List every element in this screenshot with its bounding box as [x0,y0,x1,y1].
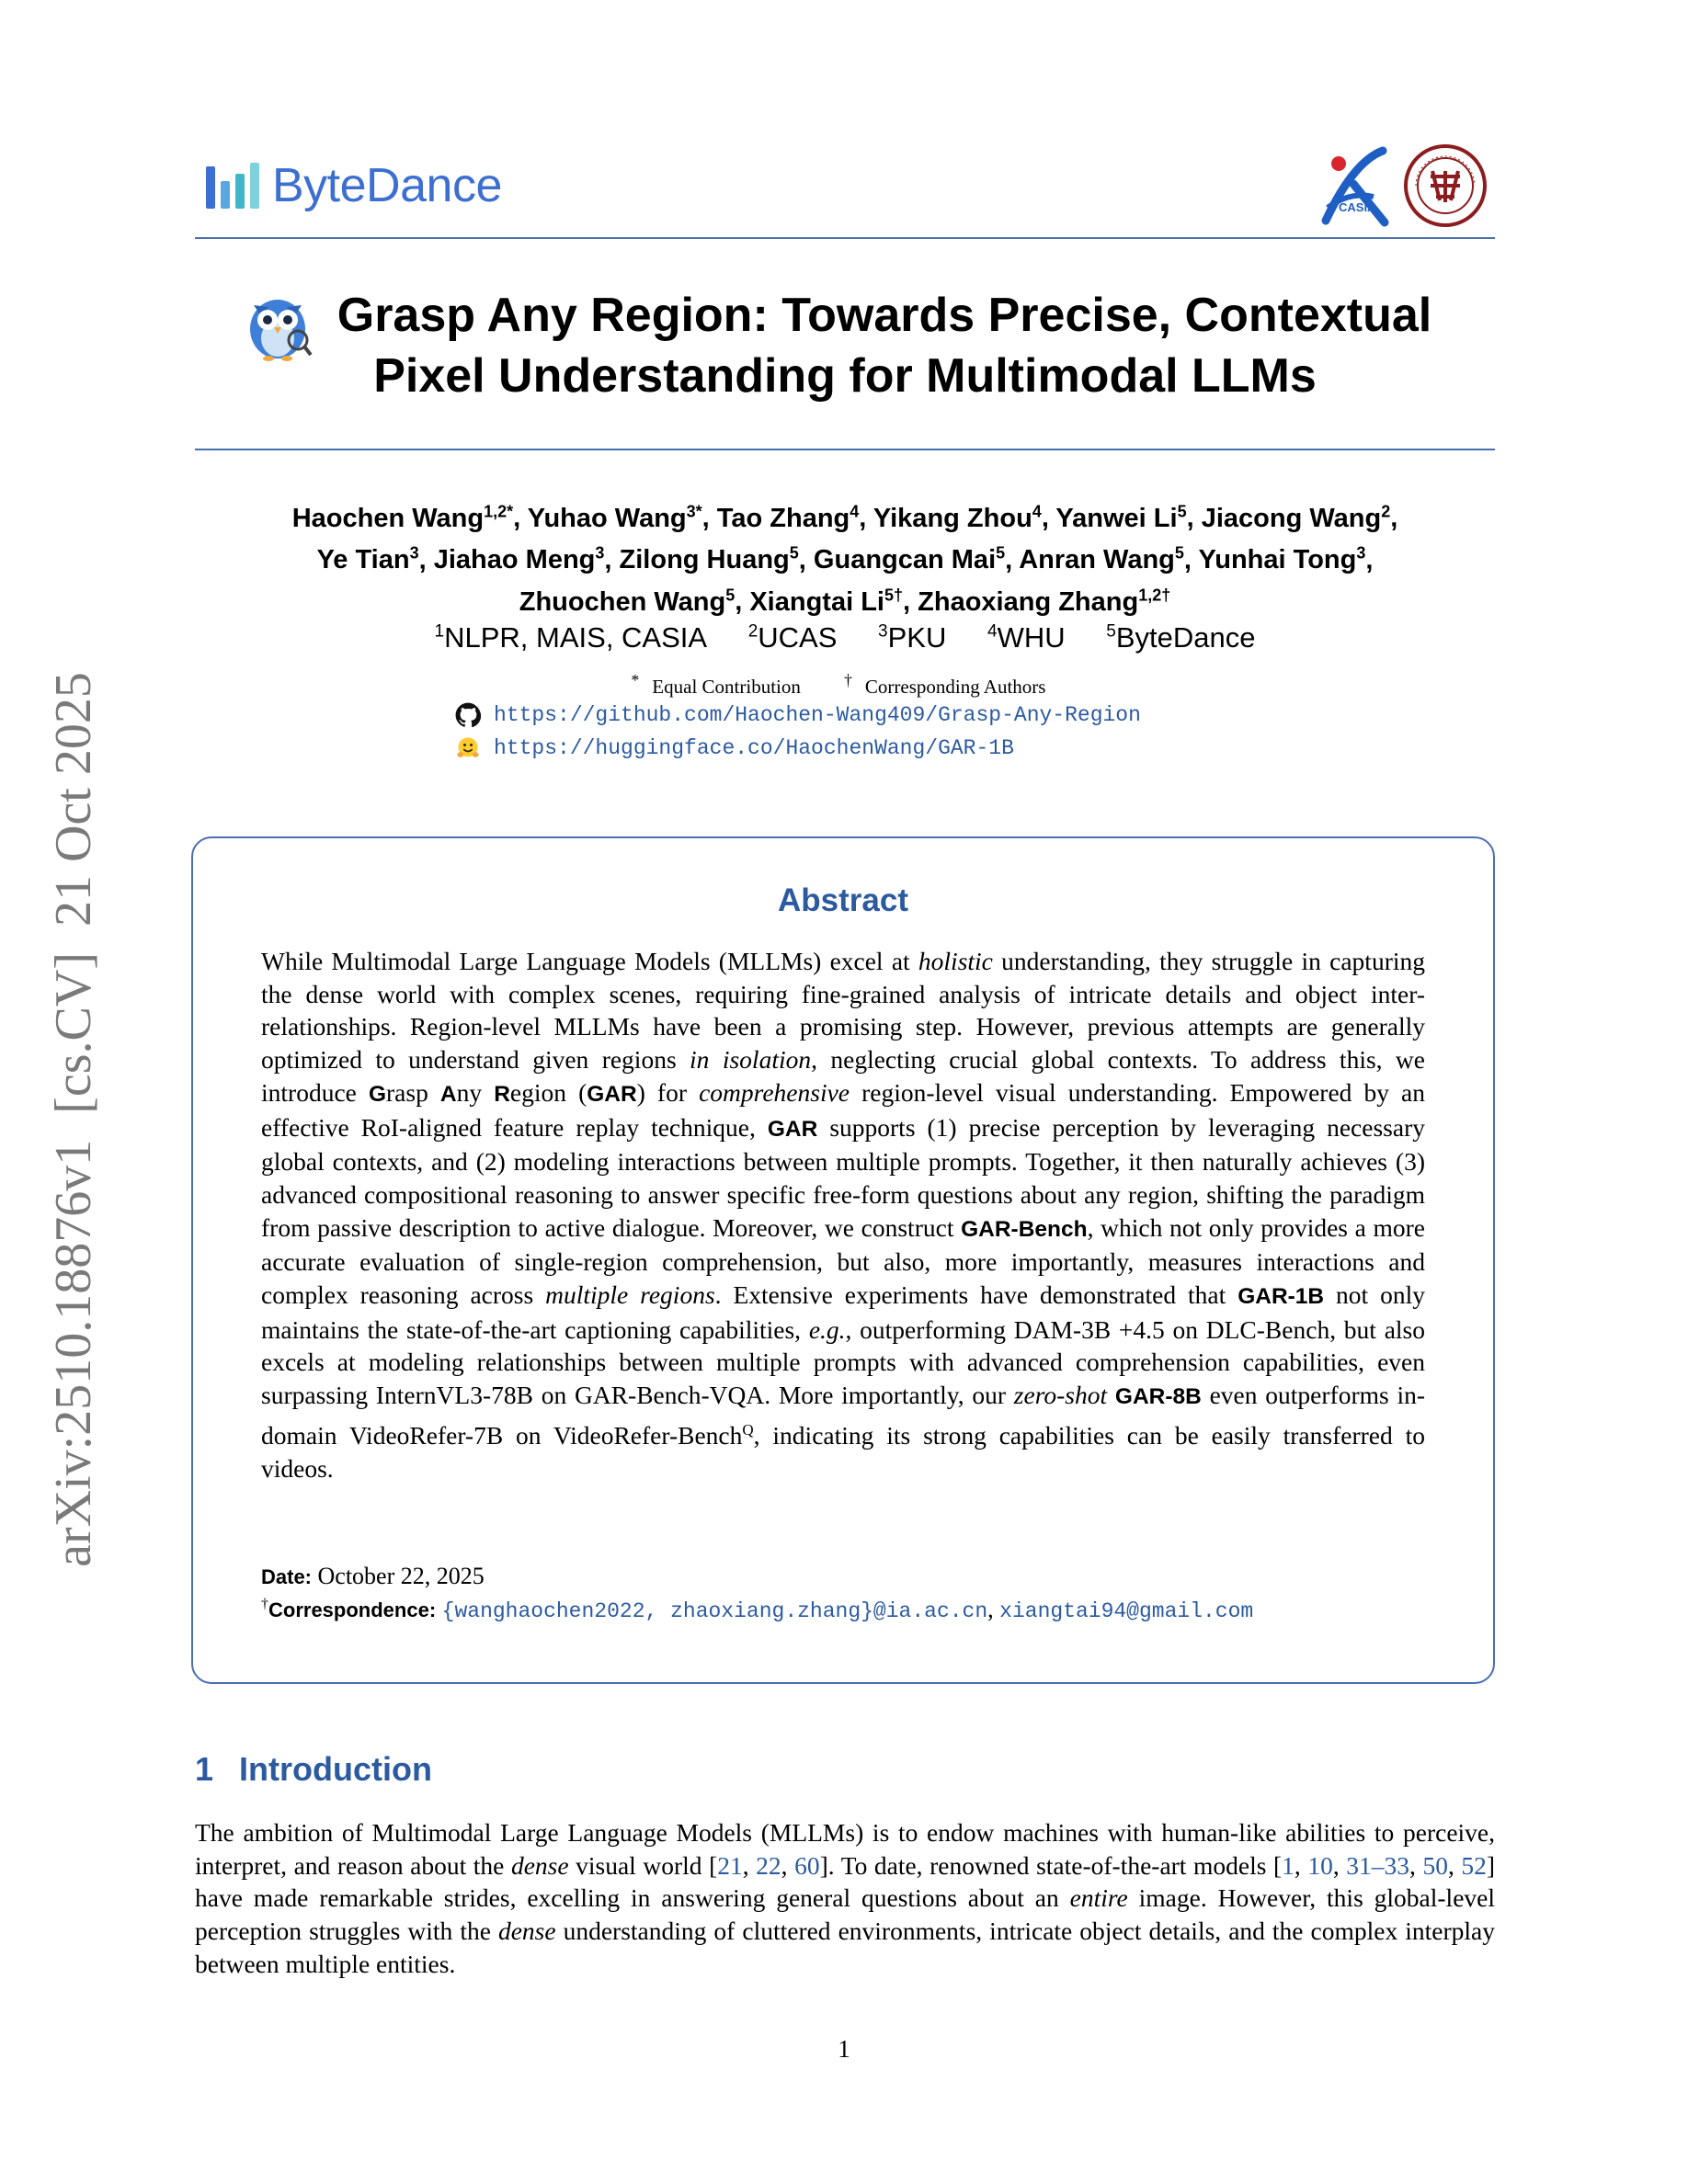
citation-link[interactable]: 50 [1422,1850,1448,1880]
author: Yunhai Tong$^3$ [1198,543,1366,575]
affiliation: $^5$ByteDance [1106,621,1256,654]
github-link[interactable]: https://github.com/Haochen-Wang409/Grasp-Any-Region [494,703,1141,727]
correspondence-label: Correspondence: [268,1598,437,1621]
bytedance-bars-icon [206,163,259,209]
github-icon [455,702,481,728]
affiliation: $^2$UCAS [747,621,838,654]
author: Anran Wang$^5$ [1019,543,1184,575]
bytedance-logo [206,158,502,213]
casia-label: CASIA [1339,200,1376,214]
affiliation: $^4$WHU [987,621,1066,654]
correspondence-line: †Correspondence: {wanghaochen2022, zhaoxiang.zhang}@ia.ac.cn, xiangtai94@gmail.com [261,1596,1254,1623]
date-line [261,1563,485,1590]
author: Zhuochen Wang$^5$ [519,586,736,617]
correspondence-email-2[interactable]: xiangtai94@gmail.com [999,1599,1254,1623]
correspondence-emails[interactable]: {wanghaochen2022, zhaoxiang.zhang}@ia.ac.cn [441,1599,988,1623]
bytedance-wordmark: ByteDance [272,159,502,212]
author: Tao Zhang$^4$ [716,502,860,533]
arxiv-stamp: arXiv:2510.18876v1 [cs.CV] 21 Oct 2025 [45,672,102,1567]
author: Zilong Huang$^5$ [619,543,799,575]
citation-link[interactable]: 31–33 [1346,1850,1410,1880]
abstract-body: While Multimodal Large Language Models (MLLMs) excel at holistic understanding, they struggle in capturing the dense world with complex scenes, requiring fine-grained analysis of intricate details and object inter-relationships. Region-level MLLMs have been a promising step. However, previous attempts are generally optimized to understand given regions in isolation, neglecting crucial global contexts. To address this, we introduce Grasp Any Region (GAR) for comprehensive region-level visual understanding. Empowered by an effective RoI-aligned feature replay technique, GAR supports (1) precise perception by leveraging necessary global contexts, and (2) modeling interactions between multiple prompts. Together, it then naturally achieves (3) advanced compositional reasoning to answer specific free-form questions about any region, shifting the paradigm from passive description to active dialogue. Moreover, we construct GAR-Bench, which not only provides a more accurate evaluation of single-region comprehension, but also, more importantly, measures interactions and complex reasoning across multiple regions. Extensive experiments have demonstrated that GAR-1B not only maintains the state-of-the-art captioning capabilities, e.g., outperforming DAM-3B +4.5 on DLC-Bench, but also excels at modeling relationships between multiple prompts with advanced comprehension capabilities, even surpassing InternVL3-78B on GAR-Bench-VQA. More importantly, our zero-shot GAR-8B even outperforms in-domain VideoRefer-7B on VideoRefer-Bench$^Q$, indicating its strong capabilities can be easily transferred to videos. [261,947,1426,1483]
author: Yikang Zhou$^4$ [873,502,1042,533]
author: Zhaoxiang Zhang$^{1,2\dagger}$ [918,586,1171,617]
author: Yanwei Li$^5$ [1055,502,1187,533]
author: Xiangtai $Li^{5\dagger}$ [749,586,904,617]
citation-link[interactable]: 1 [1282,1850,1295,1880]
citation-link[interactable]: 21 [717,1850,743,1880]
author: Jiacong Wang$^2$ [1201,502,1391,533]
author-list: Haochen Wang$^{1,2*}$, Yuhao Wang$^{3*}$, Tao Zhang$^4$, Yikang Zhou$^4$, Yanwei Li$^5$, Jiacong Wang$^2$, Ye Tian$^3$, Jiahao Meng$^3$, Zilong Huang$^5$, Guangcan Mai$^5$, Anran Wang$^5$, Yunhai Tong$^3$, Zhuochen Wang$^5$, Xiangtai $Li^{5\dagger}$, Zhaoxiang Zhang$^{1,2\dagger}$ [291,502,1398,617]
author: Haochen Wang$^{1,2*}$ [291,502,514,533]
title-line-2: Pixel Understanding for Multimodal LLMs [373,349,1317,403]
paper-title [195,285,1495,406]
github-link-row [455,702,1141,728]
abstract-heading: Abstract [778,882,908,918]
affiliations [195,621,1495,654]
date-label: Date: [261,1565,313,1588]
citation-link[interactable]: 22 [756,1850,781,1880]
affiliation: $^1$NLPR, MAIS, CASIA [434,621,708,654]
section-title: Introduction [239,1750,432,1788]
casia-logo-icon [1317,143,1401,228]
citation-link[interactable]: 52 [1461,1850,1487,1880]
introduction-body: The ambition of Multimodal Large Language Models (MLLMs) is to endow machines with human-like abilities to perceive, interpret, and reason about the dense visual world [21, 22, 60]. To date, renowned state-of-the-art models [1, 10, 31–33, 50, 52] have made remarkable strides, excelling in answering general questions about an entire image. However, this global-level perception struggles with the dense understanding of cluttered environments, intricate object details, and the complex interplay between multiple entities. [195,1818,1496,1978]
title-rule [195,449,1495,450]
page-number: 1 [838,2035,850,2063]
section-number: 1 [195,1750,214,1788]
author: Ye Tian$^3$ [316,543,419,575]
citation-link[interactable]: 10 [1307,1850,1333,1880]
affiliation: $^3$PKU [878,621,947,654]
contribution-notes [195,671,1495,699]
header-rule [195,237,1495,239]
section-heading-introduction [195,1750,432,1789]
author: Jiahao Meng$^3$ [433,543,605,575]
citation-link[interactable]: 60 [794,1850,820,1880]
pku-seal-icon [1403,143,1488,228]
huggingface-link[interactable]: https://huggingface.co/HaochenWang/GAR-1B [494,736,1014,760]
equal-contribution-note: * Equal Contribution [631,671,801,698]
corresponding-note: † Corresponding Authors [844,671,1046,698]
huggingface-link-row [455,735,1014,761]
date-value: October 22, 2025 [317,1563,485,1589]
huggingface-icon [455,735,481,761]
author: Guangcan Mai$^5$ [813,543,1006,575]
author: Yuhao Wang$^{3*}$ [527,502,702,533]
title-line-1: Grasp Any Region: Towards Precise, Contextual [336,289,1432,342]
